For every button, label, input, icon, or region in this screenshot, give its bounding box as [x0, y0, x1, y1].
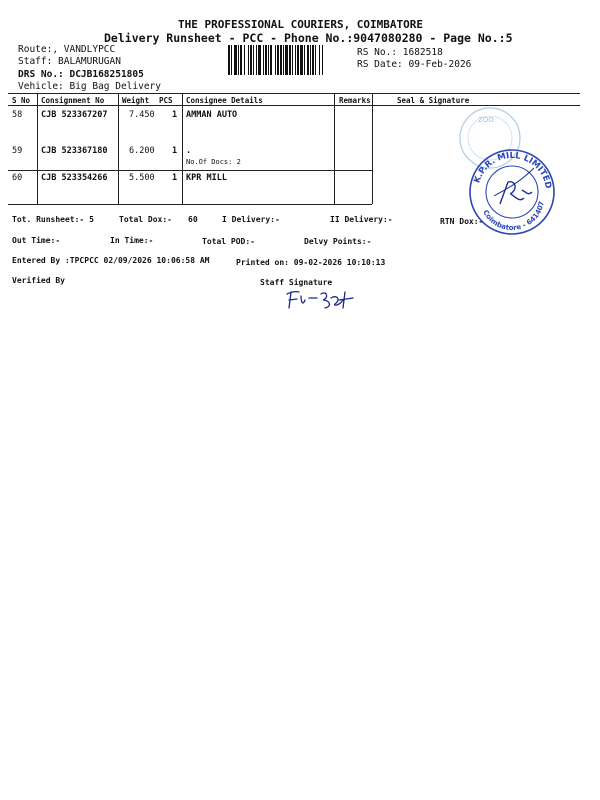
row-weight: 7.450	[129, 110, 155, 120]
barcode-bar	[268, 45, 269, 75]
col-header-weight: Weight	[122, 96, 150, 105]
col-header-consignment: Consignment No	[41, 96, 105, 105]
row-sno: 59	[12, 146, 23, 156]
rs-date: RS Date: 09-Feb-2026	[357, 59, 472, 70]
total-dox-value: 60	[188, 215, 198, 224]
row-consignee: .	[186, 146, 192, 156]
tot-runsheet: Tot. Runsheet:- 5	[12, 215, 94, 224]
col-header-sno: S No	[12, 96, 31, 105]
col-divider	[118, 93, 119, 204]
col-header-remarks: Remarks	[339, 96, 371, 105]
barcode-bar	[297, 45, 299, 75]
row-consignee: AMMAN AUTO	[186, 110, 238, 120]
barcode-bar	[319, 45, 320, 75]
printed-on: Printed on: 09-02-2026 10:10:13	[236, 258, 386, 267]
col-divider	[182, 93, 183, 204]
barcode-bar	[253, 45, 254, 75]
total-dox-label: Total Dox:-	[119, 215, 172, 224]
barcode-bar	[234, 45, 237, 75]
total-pod: Total POD:-	[202, 237, 255, 246]
drs-number: DRS No.: DCJB168251805	[18, 69, 144, 80]
col-divider	[372, 93, 373, 204]
col-header-pcs: PCS	[159, 96, 173, 105]
row-consignment: CJB 523367207	[41, 110, 108, 120]
row-sno: 60	[12, 173, 23, 183]
barcode-bar	[228, 45, 230, 75]
in-time: In Time:-	[110, 236, 154, 245]
i-delivery: I Delivery:-	[222, 215, 280, 224]
row-sno: 58	[12, 110, 23, 120]
verified-by: Verified By	[12, 276, 65, 285]
row-weight: 5.500	[129, 173, 155, 183]
table-row-divider	[8, 170, 372, 171]
barcode-bar	[250, 45, 252, 75]
row-weight: 6.200	[129, 146, 155, 156]
vehicle-label: Vehicle: Big Bag Delivery	[18, 81, 161, 92]
out-time: Out Time:-	[12, 236, 61, 245]
barcode-bar	[256, 45, 257, 75]
stamp-signature	[500, 182, 532, 204]
barcode-bar	[307, 45, 309, 75]
svg-text:K.P.R. MILL LIMITED	[472, 151, 553, 189]
row-pcs: 1	[172, 110, 178, 120]
barcode-bar	[263, 45, 264, 75]
barcode-bar	[248, 45, 249, 75]
barcode-bar	[315, 45, 316, 75]
barcode-bar	[280, 45, 282, 75]
rs-number: RS No.: 1682518	[357, 47, 443, 58]
barcode-bar	[231, 45, 232, 75]
barcode-bar	[310, 45, 311, 75]
barcode-bar	[244, 45, 245, 75]
barcode-bar	[265, 45, 267, 75]
col-header-consignee: Consignee Details	[186, 96, 263, 105]
route-label: Route:, VANDLYPCC	[18, 44, 116, 55]
stamp-location-text: Coimbatore - 641407	[481, 200, 546, 233]
barcode-bar	[300, 45, 303, 75]
barcode-bars	[228, 45, 323, 75]
delvy-points: Delvy Points:-	[304, 237, 372, 246]
barcode-bar	[270, 45, 272, 75]
row-pcs: 1	[172, 146, 178, 156]
barcode-bar	[238, 45, 239, 75]
row-consignment: CJB 523354266	[41, 173, 108, 183]
row-consignee: KPR MILL	[186, 173, 227, 183]
row-consignment: CJB 523367180	[41, 146, 108, 156]
row-pcs: 1	[172, 173, 178, 183]
barcode-bar	[275, 45, 276, 75]
staff-signature-label: Staff Signature	[260, 278, 333, 287]
barcode-bar	[292, 45, 293, 75]
row-docs-note: No.Of Docs: 2	[186, 158, 241, 166]
barcode-bar	[312, 45, 314, 75]
company-title: THE PROFESSIONAL COURIERS, COIMBATORE	[178, 18, 424, 31]
ii-delivery: II Delivery:-	[330, 215, 393, 224]
runsheet-subtitle: Delivery Runsheet - PCC - Phone No.:9047080280 - Page No.:5	[104, 31, 513, 45]
barcode-bar	[295, 45, 296, 75]
rtn-dox: RTN Dox:-	[440, 217, 484, 226]
barcode-bar	[322, 45, 323, 75]
entered-by: Entered By :TPCPCC 02/09/2026 10:06:58 AM	[12, 256, 210, 265]
col-header-seal: Seal & Signature	[397, 96, 470, 105]
barcode-bar	[283, 45, 284, 75]
table-top-border	[8, 93, 580, 94]
barcode-bar	[289, 45, 291, 75]
barcode-bar	[240, 45, 242, 75]
col-divider	[334, 93, 335, 204]
staff-label: Staff: BALAMURUGAN	[18, 56, 121, 67]
table-bottom-border	[8, 204, 372, 205]
barcode-bar	[285, 45, 288, 75]
barcode	[228, 45, 353, 75]
faded-stamp-text: ZOO	[478, 116, 494, 124]
col-divider	[37, 93, 38, 204]
barcode-bar	[277, 45, 279, 75]
stamp-ring-text: K.P.R. MILL LIMITED	[472, 150, 553, 190]
barcode-bar	[304, 45, 305, 75]
barcode-bar	[258, 45, 261, 75]
staff-signature-icon	[283, 286, 359, 314]
